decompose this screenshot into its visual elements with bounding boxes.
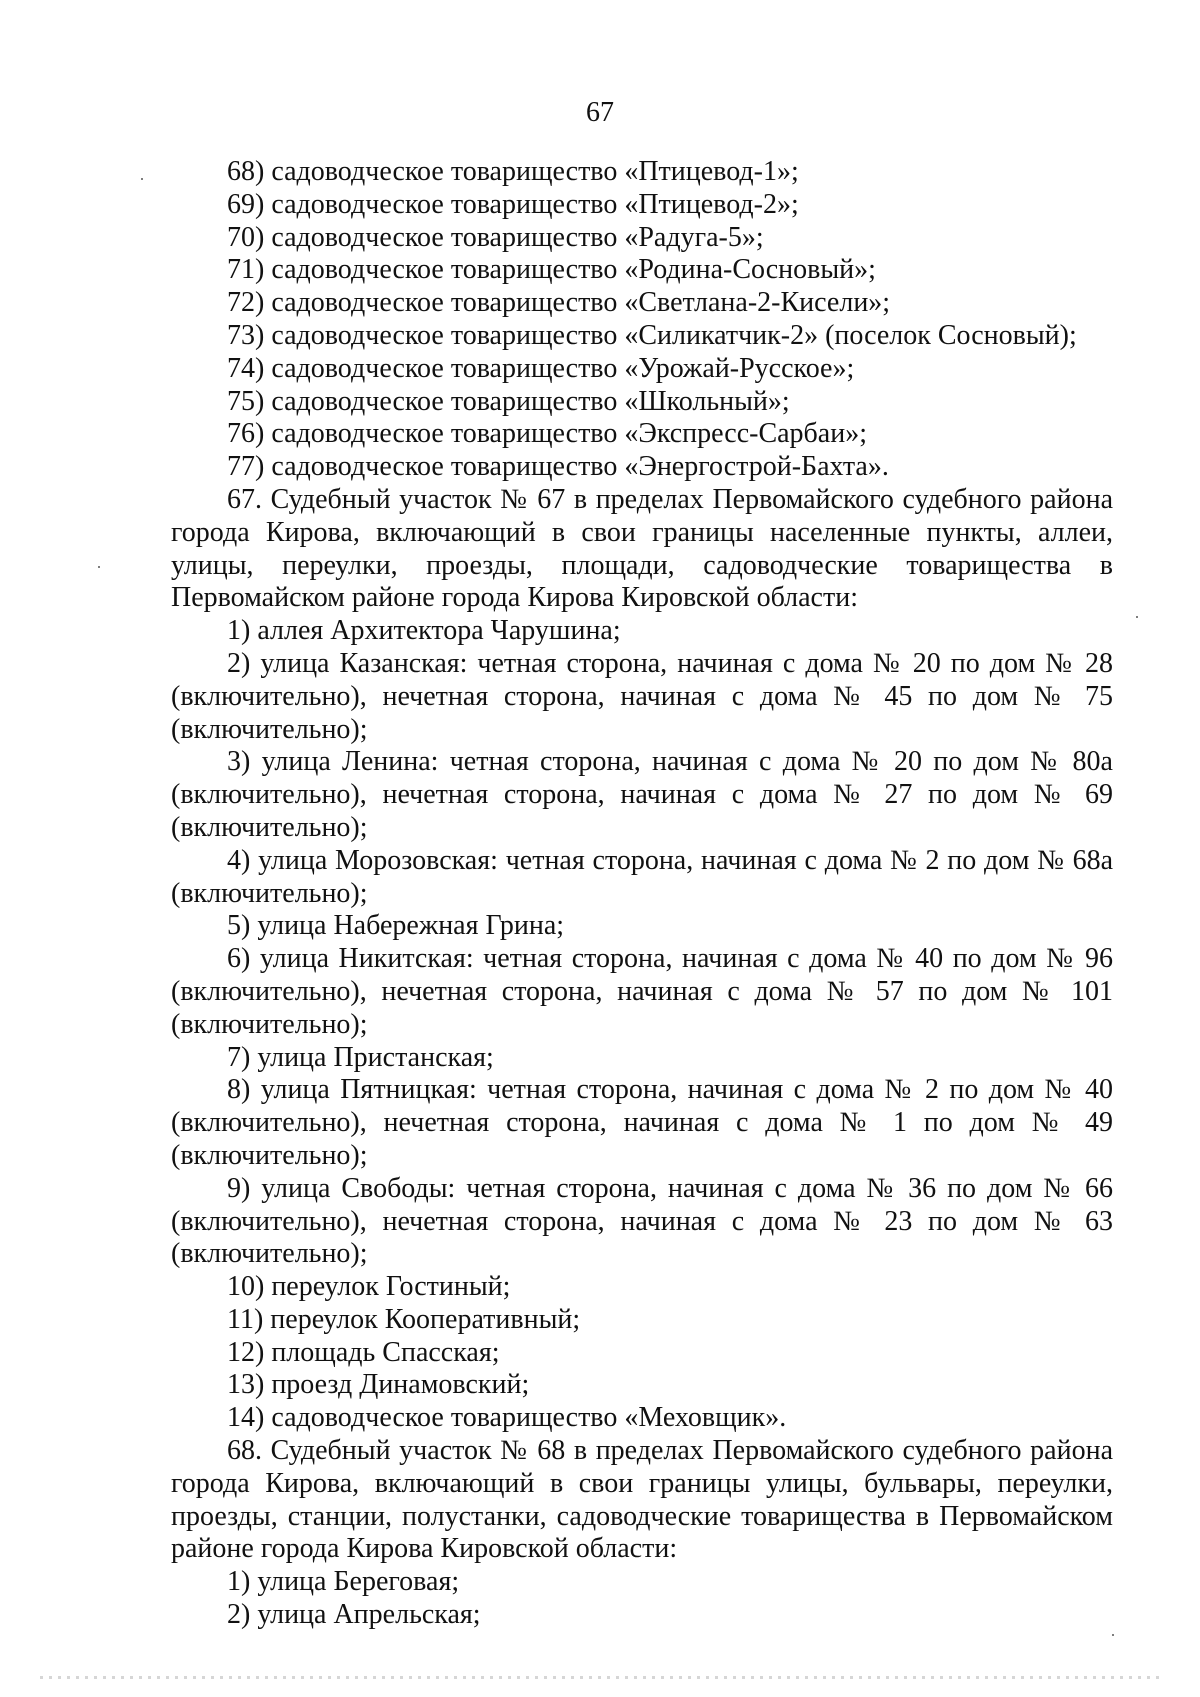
list-item: 8) улица Пятницкая: четная сторона, начиная с дома № 2 по дом № 40 bbox=[227, 1074, 1113, 1106]
list-item: 2) улица Казанская: четная сторона, начиная с дома № 20 по дом № 28 bbox=[227, 647, 1113, 679]
list-item: 1) улица Береговая; bbox=[227, 1566, 460, 1598]
list-item-69: 69) садоводческое товарищество «Птицевод-2»; bbox=[227, 188, 799, 220]
scan-speck bbox=[1136, 616, 1138, 618]
scan-speck bbox=[98, 566, 100, 568]
list-item-continuation: (включительно); bbox=[171, 1238, 368, 1270]
list-item: 14) садоводческое товарищество «Меховщик». bbox=[227, 1402, 787, 1434]
list-item-75: 75) садоводческое товарищество «Школьный»; bbox=[227, 385, 790, 417]
list-item-74: 74) садоводческое товарищество «Урожай-Русское»; bbox=[227, 352, 855, 384]
list-item: 13) проезд Динамовский; bbox=[227, 1369, 530, 1401]
list-item-71: 71) садоводческое товарищество «Родина-Сосновый»; bbox=[227, 254, 876, 286]
list-item-continuation: (включительно); bbox=[171, 713, 368, 745]
list-item: 12) площадь Спасская; bbox=[227, 1336, 500, 1368]
list-item: 2) улица Апрельская; bbox=[227, 1599, 481, 1631]
list-item-77: 77) садоводческое товарищество «Энергострой-Бахта». bbox=[227, 451, 889, 483]
list-item: 6) улица Никитская: четная сторона, начиная с дома № 40 по дом № 96 bbox=[227, 943, 1113, 975]
scan-edge-artifact bbox=[40, 1676, 1160, 1679]
list-item: 4) улица Морозовская: четная сторона, начиная с дома № 2 по дом № 68а bbox=[227, 844, 1113, 876]
section-67-text-line: улицы, переулки, проезды, площади, садоводческие товарищества в bbox=[171, 549, 1113, 581]
list-item-continuation: (включительно); bbox=[171, 877, 368, 909]
list-item: 7) улица Пристанская; bbox=[227, 1041, 494, 1073]
list-item-continuation: (включительно); bbox=[171, 811, 368, 843]
list-item-continuation: (включительно); bbox=[171, 1139, 368, 1171]
section-67-text-line: города Кирова, включающий в свои границы населенные пункты, аллеи, bbox=[171, 516, 1113, 548]
list-item-continuation: (включительно), нечетная сторона, начиная с дома № 27 по дом № 69 bbox=[171, 779, 1113, 811]
list-item-continuation: (включительно), нечетная сторона, начиная с дома № 57 по дом № 101 bbox=[171, 975, 1113, 1007]
page-number: 67 bbox=[586, 97, 614, 128]
list-item-76: 76) садоводческое товарищество «Экспресс-Сарбаи»; bbox=[227, 418, 867, 450]
list-item-continuation: (включительно), нечетная сторона, начиная с дома № 23 по дом № 63 bbox=[171, 1205, 1113, 1237]
section-68-text-line: районе города Кирова Кировской области: bbox=[171, 1533, 678, 1565]
section-68-text-line: проезды, станции, полустанки, садоводческие товарищества в Первомайском bbox=[171, 1500, 1113, 1532]
section-68-heading: 68. Судебный участок № 68 в пределах Первомайского судебного района bbox=[227, 1435, 1113, 1467]
scan-speck bbox=[141, 178, 143, 180]
list-item-continuation: (включительно), нечетная сторона, начиная с дома № 1 по дом № 49 bbox=[171, 1107, 1113, 1139]
list-item: 1) аллея Архитектора Чарушина; bbox=[227, 615, 621, 647]
list-item-continuation: (включительно), нечетная сторона, начиная с дома № 45 по дом № 75 bbox=[171, 680, 1113, 712]
list-item-68: 68) садоводческое товарищество «Птицевод-1»; bbox=[227, 156, 799, 187]
document-body bbox=[171, 156, 1113, 1632]
section-68-text-line: города Кирова, включающий в свои границы улицы, бульвары, переулки, bbox=[171, 1467, 1113, 1499]
list-item-73: 73) садоводческое товарищество «Силикатчик-2» (поселок Сосновый); bbox=[227, 319, 1077, 351]
section-67-text-line: Первомайском районе города Кирова Кировской области: bbox=[171, 582, 858, 614]
list-item: 10) переулок Гостиный; bbox=[227, 1271, 511, 1303]
list-item-70: 70) садоводческое товарищество «Радуга-5»; bbox=[227, 221, 764, 253]
list-item-continuation: (включительно); bbox=[171, 1008, 368, 1040]
section-67-heading: 67. Судебный участок № 67 в пределах Первомайского судебного района bbox=[227, 483, 1113, 515]
list-item: 9) улица Свободы: четная сторона, начиная с дома № 36 по дом № 66 bbox=[227, 1172, 1113, 1204]
list-item: 3) улица Ленина: четная сторона, начиная с дома № 20 по дом № 80а bbox=[227, 746, 1113, 778]
scan-speck bbox=[1112, 1634, 1114, 1636]
list-item: 11) переулок Кооперативный; bbox=[227, 1303, 581, 1335]
list-item: 5) улица Набережная Грина; bbox=[227, 910, 565, 942]
list-item-72: 72) садоводческое товарищество «Светлана-2-Кисели»; bbox=[227, 287, 891, 319]
